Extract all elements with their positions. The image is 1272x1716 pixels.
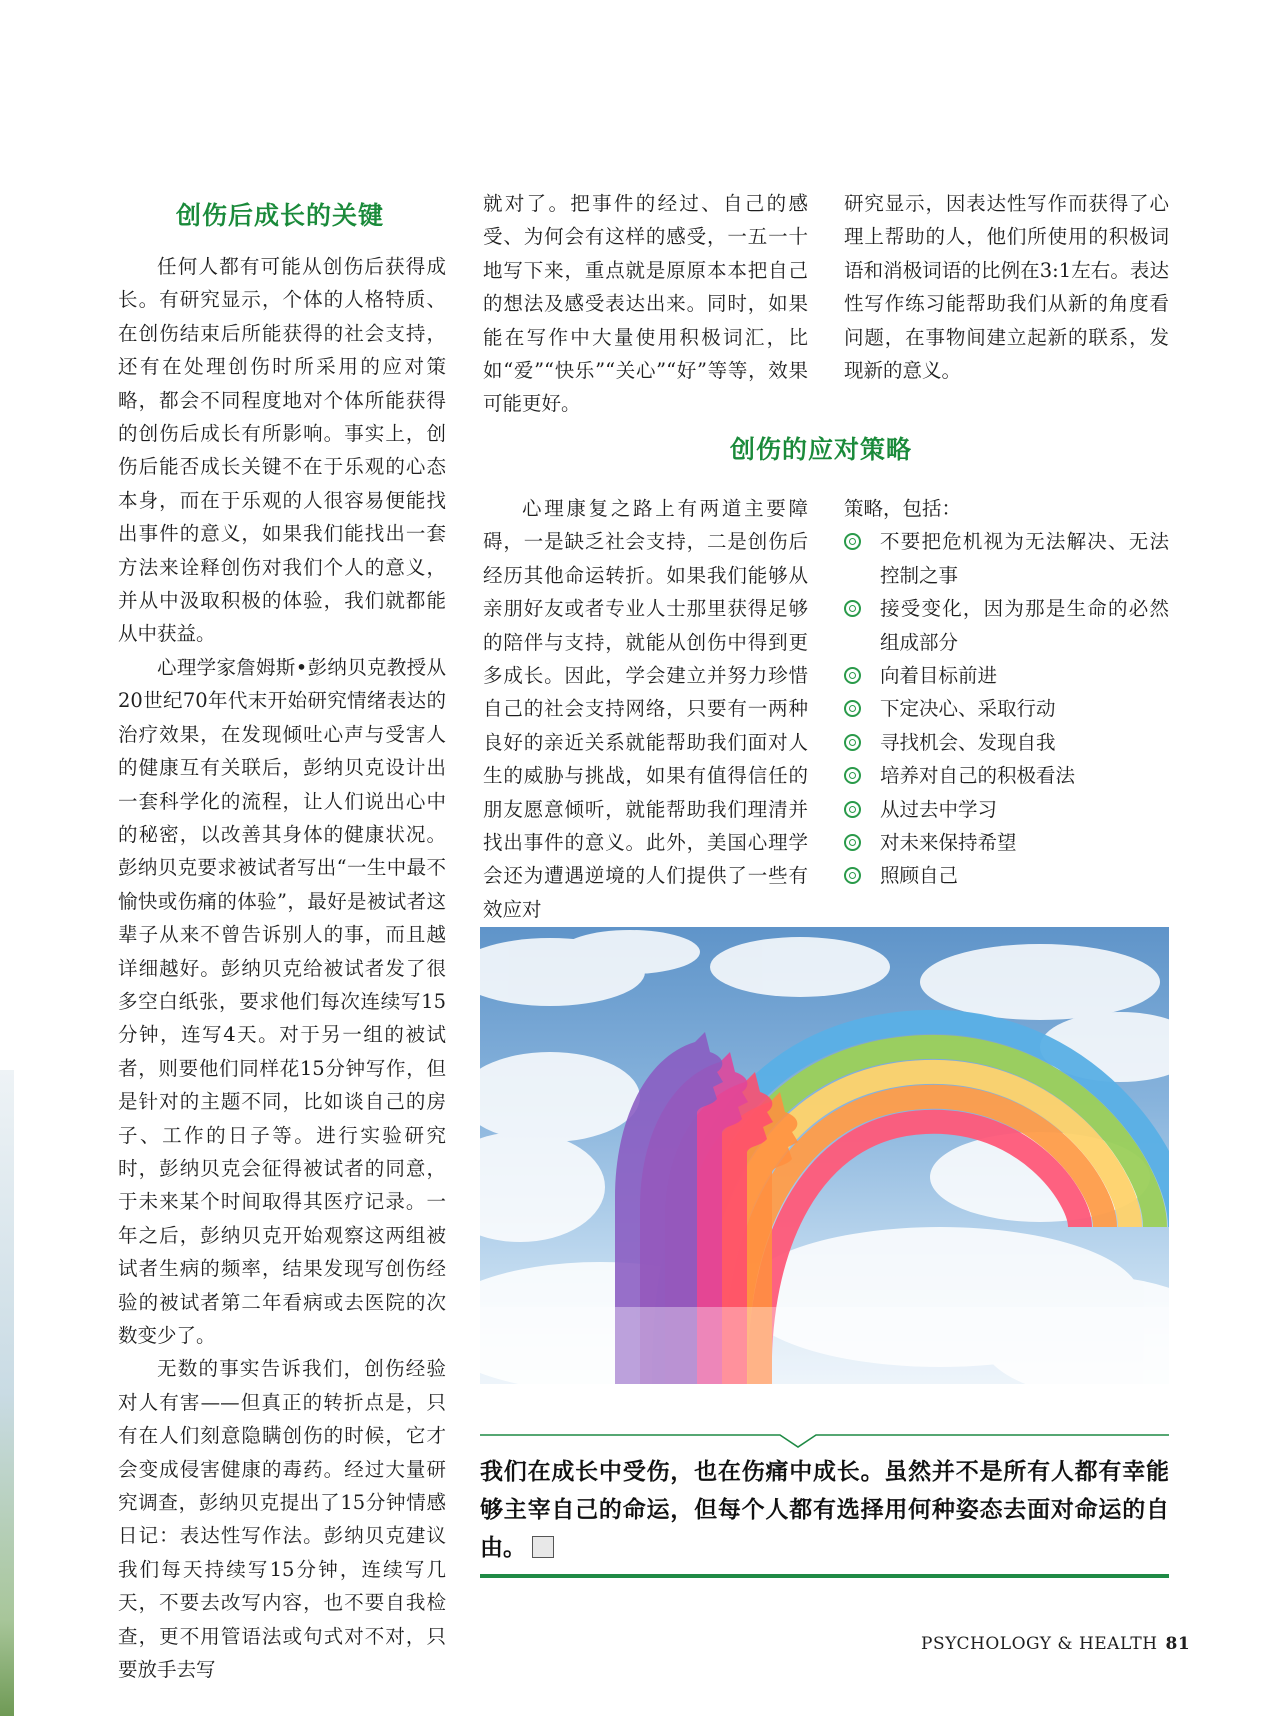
page-number: 81 <box>1165 1634 1191 1654</box>
article-column-mid-bottom <box>483 492 808 926</box>
seal-stamp-icon <box>532 1536 554 1558</box>
list-item: 对未来保持希望 <box>844 826 1169 859</box>
rainbow-profile-illustration <box>480 927 1169 1384</box>
list-item: 照顾自己 <box>844 859 1169 892</box>
double-circle-bullet-icon <box>844 734 861 751</box>
section-heading-trauma-growth: 创伤后成长的关键 <box>176 201 385 230</box>
caption-divider <box>480 1423 1169 1449</box>
double-circle-bullet-icon <box>844 801 861 818</box>
body-paragraph-continued: 就对了。把事件的经过、自己的感受、为何会有这样的感受，一五一十地写下来，重点就是原原本本把自己的想法及感受表达出来。同时，如果能在写作中大量使用积极词汇，比如“爱”“快乐”“关心”“好”等等，效果可能更好。 <box>483 192 808 416</box>
body-paragraph: 任何人都有可能从创伤后获得成长。有研究显示，个体的人格特质、在创伤结束后所能获得的社会支持，还有在处理创伤时所采用的应对策略，都会不同程度地对个体所能获得的创伤后成长有所影响。事实上，创伤后能否成长关键不在于乐观的心态本身，而在于乐观的人很容易便能找出事件的意义，如果我们能找出一套方法来诠释创伤对我们个人的意义，并从中汲取积极的体验，我们就都能从中获益。 <box>118 255 446 646</box>
list-item: 寻找机会、发现自我 <box>844 726 1169 759</box>
double-circle-bullet-icon <box>844 767 861 784</box>
section-heading-coping-strategies: 创伤的应对策略 <box>730 435 913 464</box>
page-edge-image-strip <box>0 1070 14 1716</box>
double-circle-bullet-icon <box>844 867 861 884</box>
image-caption: 我们在成长中受伤，也在伤痛中成长。虽然并不是所有人都有幸能够主宰自己的命运，但每个人都有选择用何种姿态去面对命运的自由。 <box>480 1458 1169 1561</box>
list-item: 培养对自己的积极看法 <box>844 759 1169 792</box>
page-footer <box>921 1634 1190 1654</box>
double-circle-bullet-icon <box>844 700 861 717</box>
article-column-right-top <box>844 187 1169 387</box>
body-paragraph: 心理康复之路上有两道主要障碍，一是缺乏社会支持，二是创伤后经历其他命运转折。如果我们能够从亲朋好友或者专业人士那里获得足够的陪伴与支持，就能从创伤中得到更多成长。因此，学会建立并努力珍惜自己的社会支持网络，只要有一两种良好的亲近关系就能帮助我们面对人生的威胁与挑战，如果有值得信任的朋友愿意倾听，就能帮助我们理清并找出事件的意义。此外，美国心理学会还为遭遇逆境的人们提供了一些有效应对 <box>483 497 808 921</box>
double-circle-bullet-icon <box>844 667 861 684</box>
list-item: 下定决心、采取行动 <box>844 692 1169 725</box>
strategy-list <box>844 525 1169 892</box>
list-item: 向着目标前进 <box>844 659 1169 692</box>
article-column-left <box>118 250 446 1686</box>
double-circle-bullet-icon <box>844 600 861 617</box>
list-item: 接受变化，因为那是生命的必然组成部分 <box>844 592 1169 659</box>
double-circle-bullet-icon <box>844 533 861 550</box>
caption-bottom-rule <box>480 1574 1169 1578</box>
strategy-list-column <box>844 492 1169 893</box>
list-item: 不要把危机视为无法解决、无法控制之事 <box>844 525 1169 592</box>
list-item: 从过去中学习 <box>844 793 1169 826</box>
body-paragraph: 心理学家詹姆斯•彭纳贝克教授从20世纪70年代末开始研究情绪表达的治疗效果，在发现倾吐心声与受害人的健康互有关联后，彭纳贝克设计出一套科学化的流程，让人们说出心中的秘密，以改善其身体的健康状况。彭纳贝克要求被试者写出“一生中最不愉快或伤痛的体验”，最好是被试者这辈子从来不曾告诉别人的事，而且越详细越好。彭纳贝克给被试者发了很多空白纸张，要求他们每次连续写15分钟，连写4天。对于另一组的被试者，则要他们同样花15分钟写作，但是针对的主题不同，比如谈自己的房子、工作的日子等。进行实验研究时，彭纳贝克会征得被试者的同意，于未来某个时间取得其医疗记录。一年之后，彭纳贝克开始观察这两组被试者生病的频率，结果发现写创伤经验的被试者第二年看病或去医院的次数变少了。 <box>118 655 446 1347</box>
rainbow-profile-illustration-svg <box>480 927 1169 1384</box>
strategy-list-intro: 策略，包括： <box>844 497 962 520</box>
double-circle-bullet-icon <box>844 834 861 851</box>
body-paragraph: 研究显示，因表达性写作而获得了心理上帮助的人，他们所使用的积极词语和消极词语的比例在3:1左右。表达性写作练习能帮助我们从新的角度看问题，在事物间建立起新的联系，发现新的意义。 <box>844 192 1169 383</box>
body-paragraph: 无数的事实告诉我们，创伤经验对人有害——但真正的转折点是，只有在人们刻意隐瞒创伤的时候，它才会变成侵害健康的毒药。经过大量研究调查，彭纳贝克提出了15分钟情感日记：表达性写作法。彭纳贝克建议我们每天持续写15分钟，连续写几天，不要去改写内容，也不要自我检查，更不用管语法或句式对不对，只要放手去写 <box>118 1357 446 1682</box>
article-column-mid-top <box>483 187 808 421</box>
magazine-name: PSYCHOLOGY & HEALTH <box>921 1634 1158 1654</box>
